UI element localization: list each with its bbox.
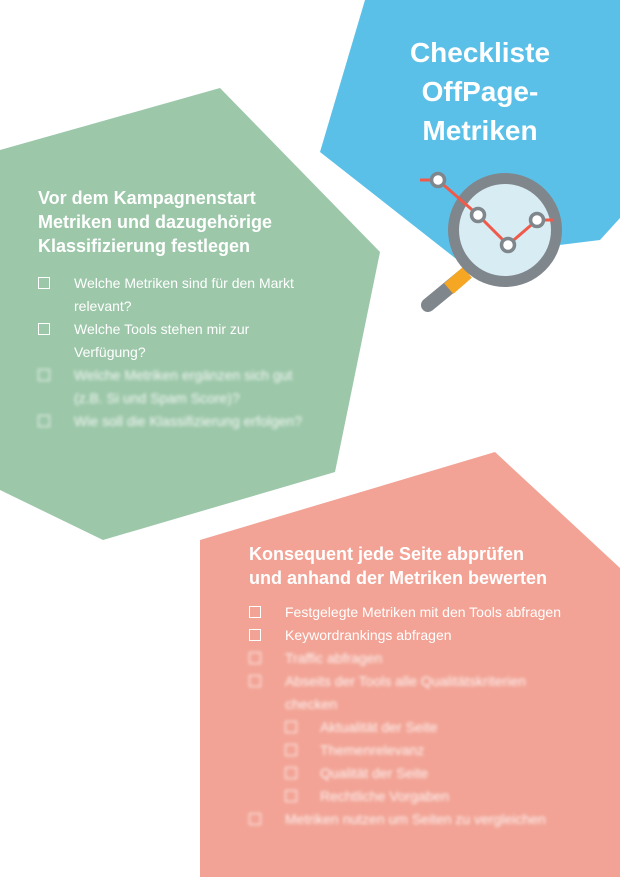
checklist-item (249, 670, 609, 716)
checkbox[interactable] (249, 652, 261, 664)
item-line: Aktualität der Seite (320, 719, 438, 735)
title-line: OffPage- (421, 76, 539, 107)
checklist-item-text (38, 318, 302, 364)
section1-checklist (38, 272, 302, 433)
item-line: Welche Metriken ergänzen sich gut (74, 367, 293, 383)
item-line: Qualität der Seite (320, 765, 429, 781)
checklist-item (249, 624, 609, 647)
item-line: Welche Tools stehen mir zur (74, 321, 250, 337)
checklist-item (38, 364, 302, 410)
checklist-item-text (249, 670, 609, 716)
item-line: Themenrelevanz (320, 742, 425, 758)
item-line: Traffic abfragen (285, 650, 383, 666)
checklist-item (249, 647, 609, 670)
checklist-item (249, 808, 609, 831)
checklist-item-text (249, 785, 609, 808)
item-line: Keywordrankings abfragen (285, 627, 452, 643)
heading-line: Vor dem Kampagnenstart (38, 188, 256, 208)
checklist-subitem (249, 716, 609, 739)
checklist-item (38, 318, 302, 364)
section2-checklist (249, 601, 609, 831)
title-line: Metriken (422, 115, 538, 146)
checkbox[interactable] (38, 323, 50, 335)
item-line: Wie soll die Klassifizierung erfolgen? (74, 413, 302, 429)
item-line: relevant? (74, 298, 132, 314)
checklist-item-text (249, 647, 609, 670)
checklist-item-text (249, 716, 609, 739)
checklist-subitem (249, 739, 609, 762)
item-line: Festgelegte Metriken mit den Tools abfragen (285, 604, 562, 620)
title-line: Checkliste (409, 37, 551, 68)
item-line: Rechtliche Vorgaben (320, 788, 450, 804)
checklist-item (38, 272, 302, 318)
checklist-item (38, 410, 302, 433)
item-line: Verfügung? (74, 344, 146, 360)
checkbox[interactable] (249, 813, 261, 825)
checkbox[interactable] (38, 277, 50, 289)
item-line: Abseits der Tools alle Qualitätskriterien (285, 673, 526, 689)
heading-line: Metriken und dazugehörige (38, 212, 273, 232)
item-line: Metriken nutzen um Seiten zu vergleichen (285, 811, 546, 827)
checklist-item-text (249, 739, 609, 762)
checklist-item-text (249, 762, 609, 785)
checkbox[interactable] (285, 744, 297, 756)
checkbox[interactable] (285, 790, 297, 802)
checkbox[interactable] (249, 606, 261, 618)
checklist-subitem (249, 785, 609, 808)
section1-heading (38, 186, 272, 258)
item-line: Welche Metriken sind für den Markt (74, 275, 294, 291)
checkbox[interactable] (249, 675, 261, 687)
heading-line: Konsequent jede Seite abprüfen (249, 544, 525, 564)
checklist-item-text (249, 624, 609, 647)
item-line: checken (285, 696, 338, 712)
heading-line: Klassifizierung festlegen (38, 236, 251, 256)
checkbox[interactable] (285, 767, 297, 779)
checklist-item-text (38, 410, 302, 433)
checklist-item-text (38, 364, 302, 410)
checkbox[interactable] (38, 369, 50, 381)
checkbox[interactable] (285, 721, 297, 733)
section2-heading (249, 542, 547, 590)
page-title (380, 33, 580, 150)
checklist-item (249, 601, 609, 624)
checkbox[interactable] (249, 629, 261, 641)
checklist-item-text (38, 272, 302, 318)
checklist-item-text (249, 601, 609, 624)
heading-line: und anhand der Metriken bewerten (249, 568, 548, 588)
item-line: (z.B. Si und Spam Score)? (74, 390, 240, 406)
checkbox[interactable] (38, 415, 50, 427)
checklist-subitem (249, 762, 609, 785)
checklist-item-text (249, 808, 609, 831)
